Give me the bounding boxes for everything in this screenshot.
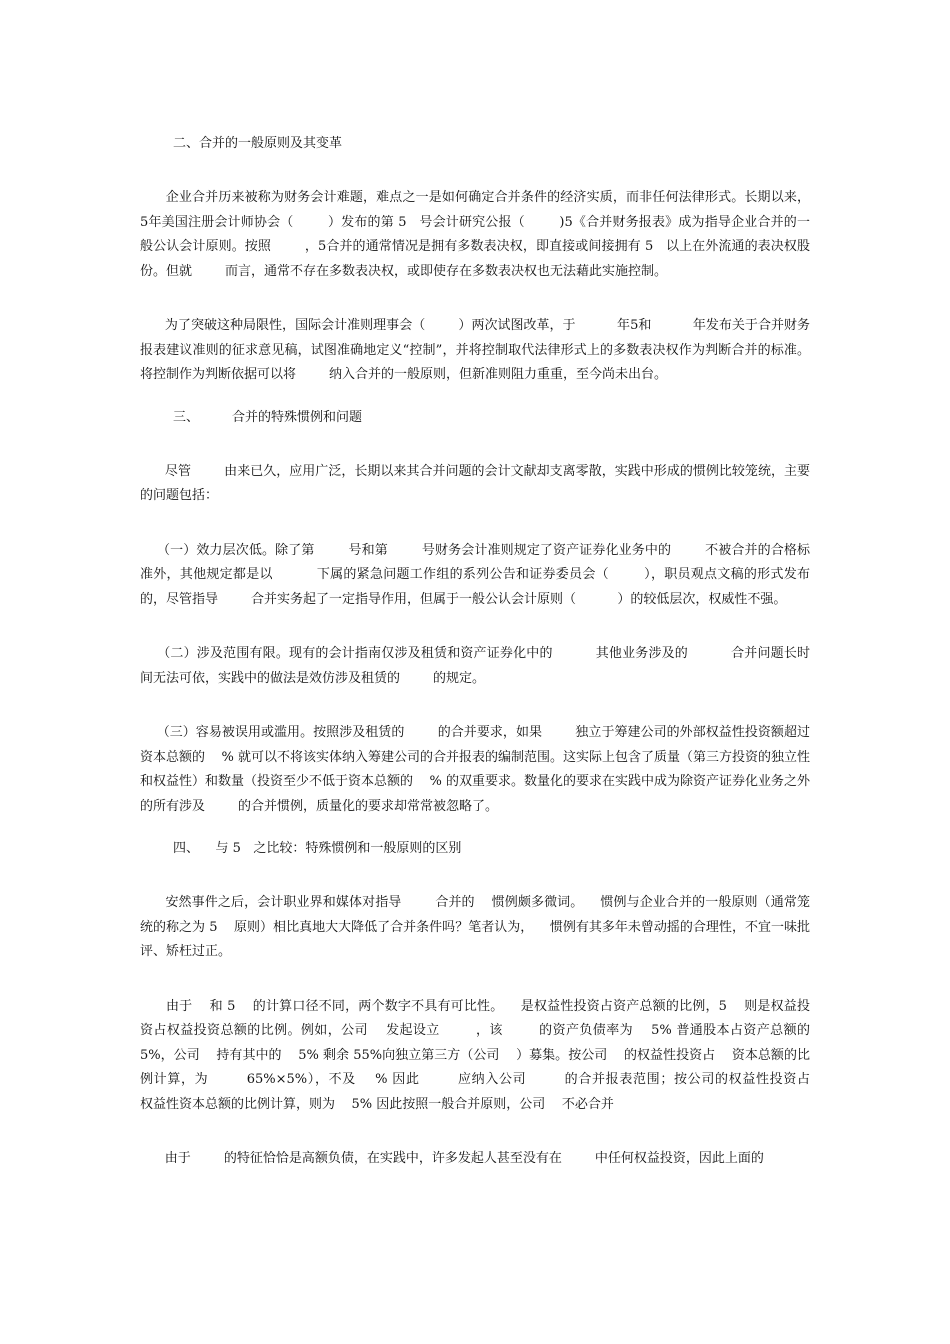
- section-heading-3: 三、 合并的特殊惯例和问题: [173, 409, 363, 425]
- paragraph: 企业合并历来被称为财务会计难题，难点之一是如何确定合并条件的经济实质，而非任何法律形式。长期以来， 5年美国注册会计师协会（ ）发布的第 5 号会计研究公报（ )5《合并财务报表》成为指导企业合并的一般公认会计原则。按照 ，5合并的通常情况是拥有多数表决权，即直接或间接拥有 5 以上在外流通的表决权股份。但就 而言，通常不存在多数表决权，或即使存在多数表决权也无法藉此实施控制。: [140, 190, 844, 279]
- document-page: [140, 132, 844, 1172]
- paragraph: 尽管 由来已久，应用广泛，长期以来其合并问题的会计文献却支离零散，实践中形成的惯例比较笼统，主要的问题包括：: [140, 463, 811, 503]
- paragraph: 为了突破这种局限性，国际会计准则理事会（ ）两次试图改革，于 年5和 年发布关于合并财务报表建议准则的征求意见稿，试图准确地定义“控制”，并将控制取代法律形式上的多数表决权作为判断合并的标准。将控制作为判断依据可以将 纳入合并的一般原则，但新准则阻力重重，至今尚未出台。: [140, 318, 811, 382]
- paragraph: 安然事件之后，会计职业界和媒体对指导 合并的 惯例颇多微词。 惯例与企业合并的一般原则（通常笼统的称之为 5 原则）相比真地大大降低了合并条件吗？笔者认为， 惯例有其多年未曾动摇的合理性，不宜一味批评、矫枉过正。: [140, 895, 810, 959]
- section-heading-2: 二、合并的一般原则及其变革: [173, 136, 343, 151]
- list-item-2: （二）涉及范围有限。现有的会计指南仅涉及租赁和资产证券化中的 其他业务涉及的 合并问题长时间无法可依，实践中的做法是效仿涉及租赁的 的规定。: [140, 646, 810, 686]
- list-item-3: （三）容易被误用或滥用。按照涉及租赁的 的合并要求，如果 独立于筹建公司的外部权益性投资额超过 资本总额的 % 就可以不将该实体纳入筹建公司的合并报表的编制范围。这实际上包含了质量（第三方投资的独立性和权益性）和数量（投资至少不低于资本总额的 % 的双重要求。数量化的要求在实践中成为除资产证券化业务之外的所有涉及 的合并惯例，质量化的要求却常常被忽略了。: [140, 725, 844, 814]
- paragraph: 由于 的特征恰恰是高额负债，在实践中，许多发起人甚至没有在 中任何权益投资，因此上面的: [140, 1151, 764, 1166]
- list-item-1: （一）效力层次低。除了第 号和第 号财务会计准则规定了资产证券化业务中的 不被合并的合格标准外，其他规定都是以 下属的紧急问题工作组的系列公告和证券委员会（ ），职员观点文稿的形式发布的，尽管指导 合并实务起了一定指导作用，但属于一般公认会计原则（ ）的较低层次，权威性不强。: [140, 542, 810, 607]
- section-heading-4: 四、 与 5 之比较：特殊惯例和一般原则的区别: [173, 841, 462, 856]
- paragraph: 由于 和 5 的计算口径不同，两个数字不具有可比性。 是权益性投资占资产总额的比例，5 则是权益投资占权益投资总额的比例。例如，公司 发起设立 ，该 的资产负债率为 5% 普通股本占资产总额的 5%，公司 持有其中的 5% 剩余 55%向独立第三方（公司 ）募集。按公司 的权益性投资占 资本总额的比例计算，为 65%×5%），不及 % 因此 应纳入公司 的合并报表范围；按公司的权益性投资占 权益性资本总额的比例计算，则为 5% 因此按照一般合并原则，公司 不必合并: [140, 998, 844, 1112]
